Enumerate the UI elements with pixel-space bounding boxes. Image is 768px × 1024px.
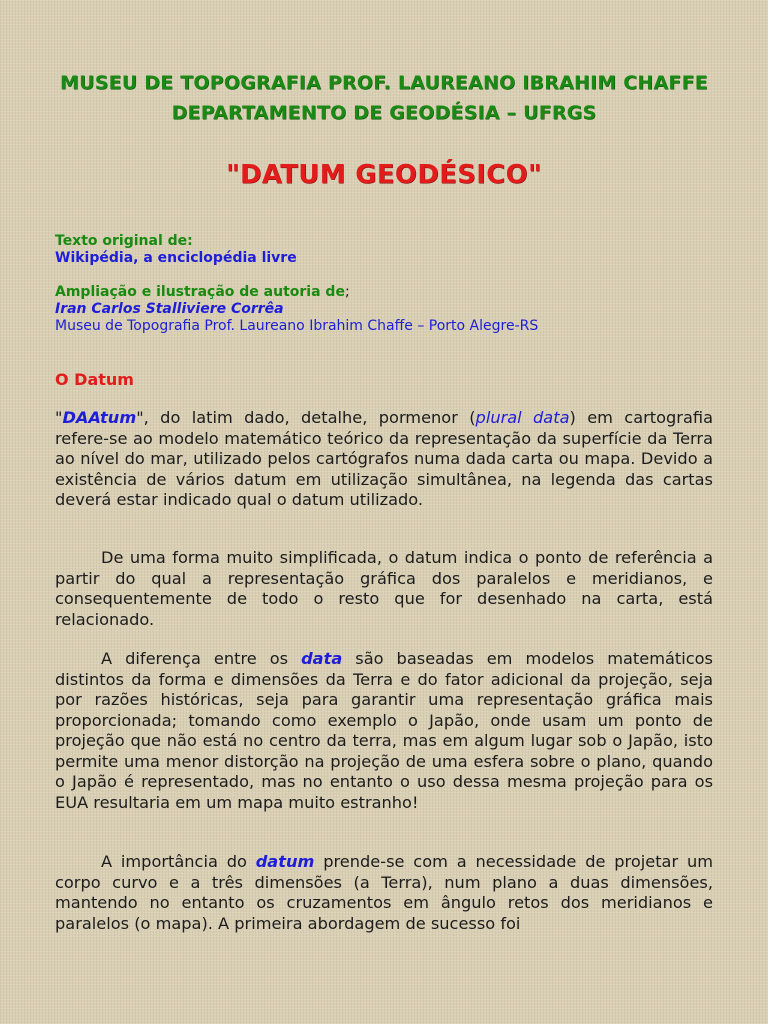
credit-expansion-sep: ;: [344, 284, 350, 300]
paragraph-3: [55, 649, 713, 813]
p1-quote: ": [55, 408, 63, 427]
p1-text-a: ", do latim dado, detalhe, pormenor (: [136, 408, 476, 427]
page-title: "DATUM GEODÉSICO": [226, 160, 542, 190]
credit-author: Iran Carlos Stalliviere Corrêa: [55, 301, 284, 317]
p1-term: DAAtum: [62, 408, 137, 427]
p1-plural: plural: [475, 408, 522, 427]
credit-original-source: Wikipédia, a enciclopédia livre: [55, 250, 297, 266]
paragraph-2: De uma forma muito simplificada, o datum indica o ponto de referência a partir do qual a representação gráfica dos paralelos e meridianos, e consequentemente de todo o resto que for desenhado na carta, está relacionado.: [55, 548, 713, 629]
p3-text-b: são baseadas em modelos matemáticos distintos da forma e dimensões da Terra e do fator adicional da projeção, seja por razões históricas, seja para garantir uma representação gráfica mais proporcionada; tomando como exemplo o Japão, onde usam um ponto de projeção que não está no centro da terra, mas em algum lugar sob o Japão, isto permite uma menor distorção na projeção de uma esfera sobre o plano, quando o Japão é representado, mas no entanto o uso dessa mesma projeção para os EUA resultaria em um mapa muito estranho!: [55, 649, 713, 812]
credit-institution: Museu de Topografia Prof. Laureano Ibrahim Chaffe – Porto Alegre-RS: [55, 318, 539, 334]
paragraph-4: [55, 852, 713, 934]
p4-text-a: A importância do: [101, 852, 256, 871]
credit-expansion-line: [55, 284, 350, 301]
p4-term: datum: [255, 852, 315, 871]
header-museum: MUSEU DE TOPOGRAFIA PROF. LAUREANO IBRAHIM CHAFFE: [60, 72, 708, 94]
p1-text-b: ) em cartografia refere-se ao modelo matemático teórico da representação da superfície da Terra ao nível do mar, utilizado pelos cartógrafos numa dada carta ou mapa. Devido a existência de vários datum em utilização simultânea, na legenda das cartas deverá estar indicado qual o datum utilizado.: [55, 408, 713, 509]
p3-term: data: [301, 649, 343, 668]
p1-space: [522, 408, 533, 427]
p4-text-b: prende-se com a necessidade de projetar um corpo curvo e a três dimensões (a Terra), num plano a duas dimensões, mantendo no entanto os cruzamentos em ângulo retos dos meridianos e paralelos (o mapa). A primeira abordagem de sucesso foi: [55, 852, 713, 933]
paragraph-1: [55, 408, 713, 511]
credit-expansion-label: Ampliação e ilustração de autoria de: [55, 284, 345, 300]
p3-text-a: A diferença entre os: [101, 649, 302, 668]
credit-original-label: Texto original de:: [55, 233, 193, 249]
p1-data-word: data: [533, 408, 570, 427]
header-department: DEPARTAMENTO DE GEODÉSIA – UFRGS: [171, 102, 597, 124]
section-heading: O Datum: [55, 370, 134, 389]
